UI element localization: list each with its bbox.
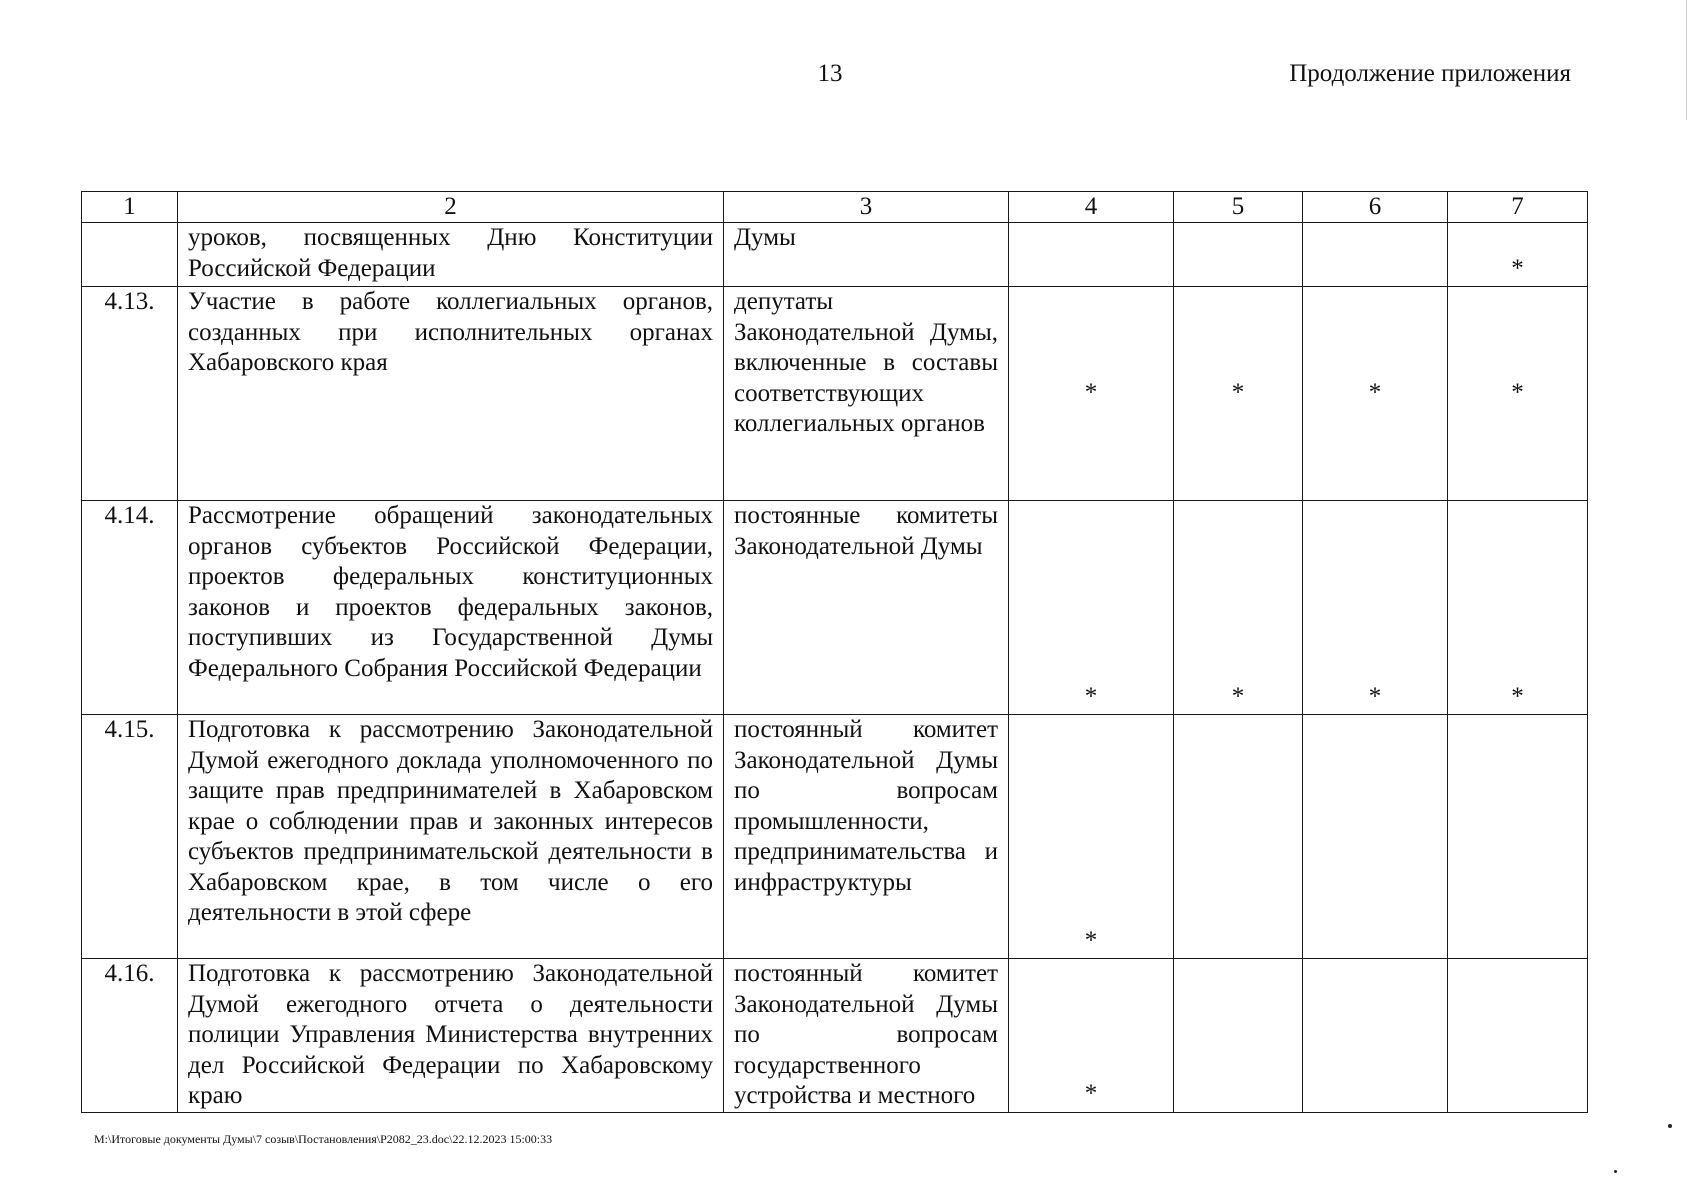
page-number: 13: [817, 60, 843, 87]
item-responsible: депутаты Законодательной Думы, включенные в составы соответствующих коллегиальных органов: [724, 287, 1009, 501]
mark-cell: *: [1009, 501, 1174, 715]
item-number: [82, 223, 178, 287]
item-number: 4.13.: [82, 287, 178, 501]
mark-cell: [1303, 223, 1448, 287]
item-number: 4.16.: [82, 959, 178, 1113]
item-description: Подготовка к рассмотрению Законодательной Думой ежегодного доклада уполномоченного по защите прав предпринимателей в Хабаровском крае о соблюдении прав и законных интересов субъектов предпринимательской деятельности в Хабаровском крае, в том числе о его деятельности в этой сфере: [178, 715, 724, 959]
mark-cell: *: [1009, 959, 1174, 1113]
item-responsible: постоянные комитеты Законодательной Думы: [724, 501, 1009, 715]
item-description: Рассмотрение обращений законодательных органов субъектов Российской Федерации, проектов федеральных конституционных законов и проектов федеральных законов, поступивших из Государственной Думы Федерального Собрания Российской Федерации: [178, 501, 724, 715]
table-row: [82, 959, 1588, 1113]
mark-cell: [1448, 959, 1588, 1113]
item-responsible: постоянный комитет Законодательной Думы по вопросам промышленности, предпринимательства и инфраструктуры: [724, 715, 1009, 959]
scan-edge-line: [1686, 0, 1687, 120]
item-responsible: Думы: [724, 223, 1009, 287]
table-row: [82, 715, 1588, 959]
scan-dot: [1668, 1124, 1672, 1128]
mark-cell: *: [1448, 223, 1588, 287]
item-description: Участие в работе коллегиальных органов, созданных при исполнительных органах Хабаровского края: [178, 287, 724, 501]
table-row: [82, 501, 1588, 715]
mark-cell: *: [1448, 287, 1588, 501]
item-description: уроков, посвященных Дню Конституции Российской Федерации: [178, 223, 724, 287]
column-number: 6: [1303, 192, 1448, 223]
table-row: [82, 223, 1588, 287]
mark-cell: *: [1303, 501, 1448, 715]
column-number: 2: [178, 192, 724, 223]
mark-cell: *: [1174, 287, 1303, 501]
table-header-row: [82, 192, 1588, 223]
item-number: 4.14.: [82, 501, 178, 715]
table-row: [82, 287, 1588, 501]
mark-cell: [1174, 715, 1303, 959]
mark-cell: [1174, 223, 1303, 287]
column-number: 7: [1448, 192, 1588, 223]
mark-cell: *: [1009, 287, 1174, 501]
item-number: 4.15.: [82, 715, 178, 959]
scan-dot: [1614, 1170, 1617, 1173]
plan-table: [81, 191, 1588, 1113]
column-number: 1: [82, 192, 178, 223]
column-number: 5: [1174, 192, 1303, 223]
column-number: 3: [724, 192, 1009, 223]
mark-cell: *: [1009, 715, 1174, 959]
footer-file-path: M:\Итоговые документы Думы\7 созыв\Постановления\P2082_23.doc\22.12.2023 15:00:33: [94, 1132, 553, 1146]
mark-cell: *: [1448, 501, 1588, 715]
continuation-label: Продолжение приложения: [1289, 60, 1571, 87]
mark-cell: [1448, 715, 1588, 959]
mark-cell: [1303, 959, 1448, 1113]
item-responsible: постоянный комитет Законодательной Думы по вопросам государственного устройства и местного: [724, 959, 1009, 1113]
mark-cell: [1174, 959, 1303, 1113]
mark-cell: *: [1174, 501, 1303, 715]
mark-cell: [1009, 223, 1174, 287]
column-number: 4: [1009, 192, 1174, 223]
mark-cell: *: [1303, 287, 1448, 501]
item-description: Подготовка к рассмотрению Законодательной Думой ежегодного отчета о деятельности полиции Управления Министерства внутренних дел Российской Федерации по Хабаровскому краю: [178, 959, 724, 1113]
mark-cell: [1303, 715, 1448, 959]
